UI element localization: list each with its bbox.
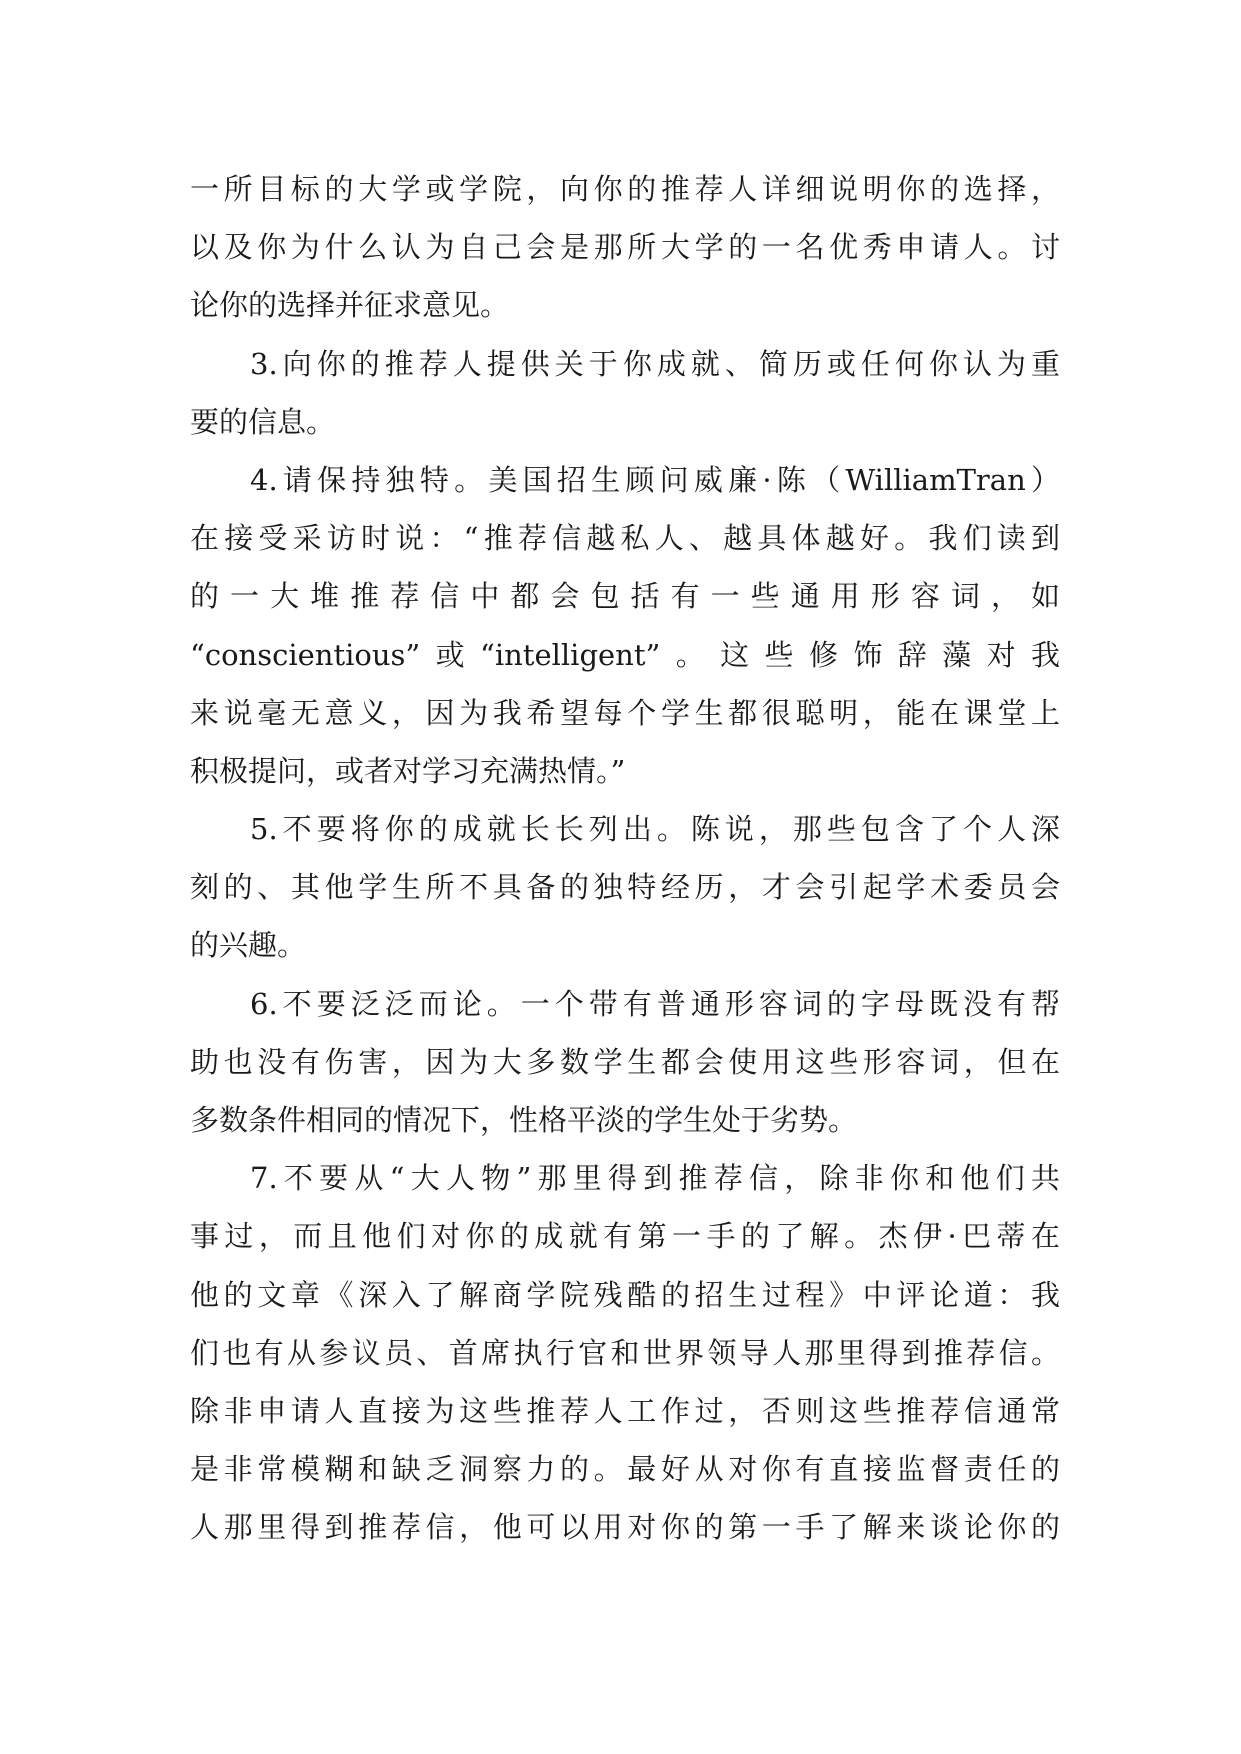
text-line: 7.不要从“大人物”那里得到推荐信，除非你和他们共 [250, 1161, 1060, 1196]
text-line: 在接受采访时说：“推荐信越私人、越具体越好。我们读到 [190, 521, 1060, 556]
text-line: 要的信息。 [190, 404, 336, 439]
text-line: 一所目标的大学或学院，向你的推荐人详细说明你的选择， [190, 172, 1060, 206]
text-line: 3.向你的推荐人提供关于你成就、简历或任何你认为重 [250, 346, 1060, 381]
text-line: 他的文章《深入了解商学院残酷的招生过程》中评论道：我 [190, 1277, 1060, 1312]
text-line: 以及你为什么认为自己会是那所大学的一名优秀申请人。讨 [190, 230, 1060, 265]
text-line: 助也没有伤害，因为大多数学生都会使用这些形容词，但在 [190, 1044, 1060, 1079]
text-line: 人那里得到推荐信，他可以用对你的第一手了解来谈论你的 [190, 1510, 1060, 1545]
text-line: 4.请保持独特。美国招生顾问威廉·陈（WilliamTran） [250, 462, 1060, 497]
text-line: 的兴趣。 [190, 928, 307, 963]
text-line: 6.不要泛泛而论。一个带有普通形容词的字母既没有帮 [250, 986, 1060, 1021]
text-line: 事过，而且他们对你的成就有第一手的了解。杰伊·巴蒂在 [190, 1219, 1060, 1254]
text-line: 多数条件相同的情况下，性格平淡的学生处于劣势。 [190, 1103, 858, 1137]
text-line: 们也有从参议员、首席执行官和世界领导人那里得到推荐信。 [190, 1335, 1060, 1370]
text-line: 的一大堆推荐信中都会包括有一些通用形容词，如 [190, 579, 1060, 614]
text-line: “conscientious”或“intelligent”。这些修饰辞藻对我 [190, 637, 1060, 672]
text-line: 论你的选择并征求意见。 [190, 288, 510, 323]
body-text [190, 160, 1060, 1557]
text-line: 5.不要将你的成就长长列出。陈说，那些包含了个人深 [250, 812, 1060, 847]
text-line: 积极提问，或者对学习充满热情。” [190, 753, 626, 788]
text-line: 来说毫无意义，因为我希望每个学生都很聪明，能在课堂上 [190, 695, 1060, 730]
text-line: 除非申请人直接为这些推荐人工作过，否则这些推荐信通常 [190, 1393, 1060, 1428]
text-line: 是非常模糊和缺乏洞察力的。最好从对你有直接监督责任的 [190, 1452, 1060, 1487]
text-line: 刻的、其他学生所不具备的独特经历，才会引起学术委员会 [190, 870, 1060, 905]
